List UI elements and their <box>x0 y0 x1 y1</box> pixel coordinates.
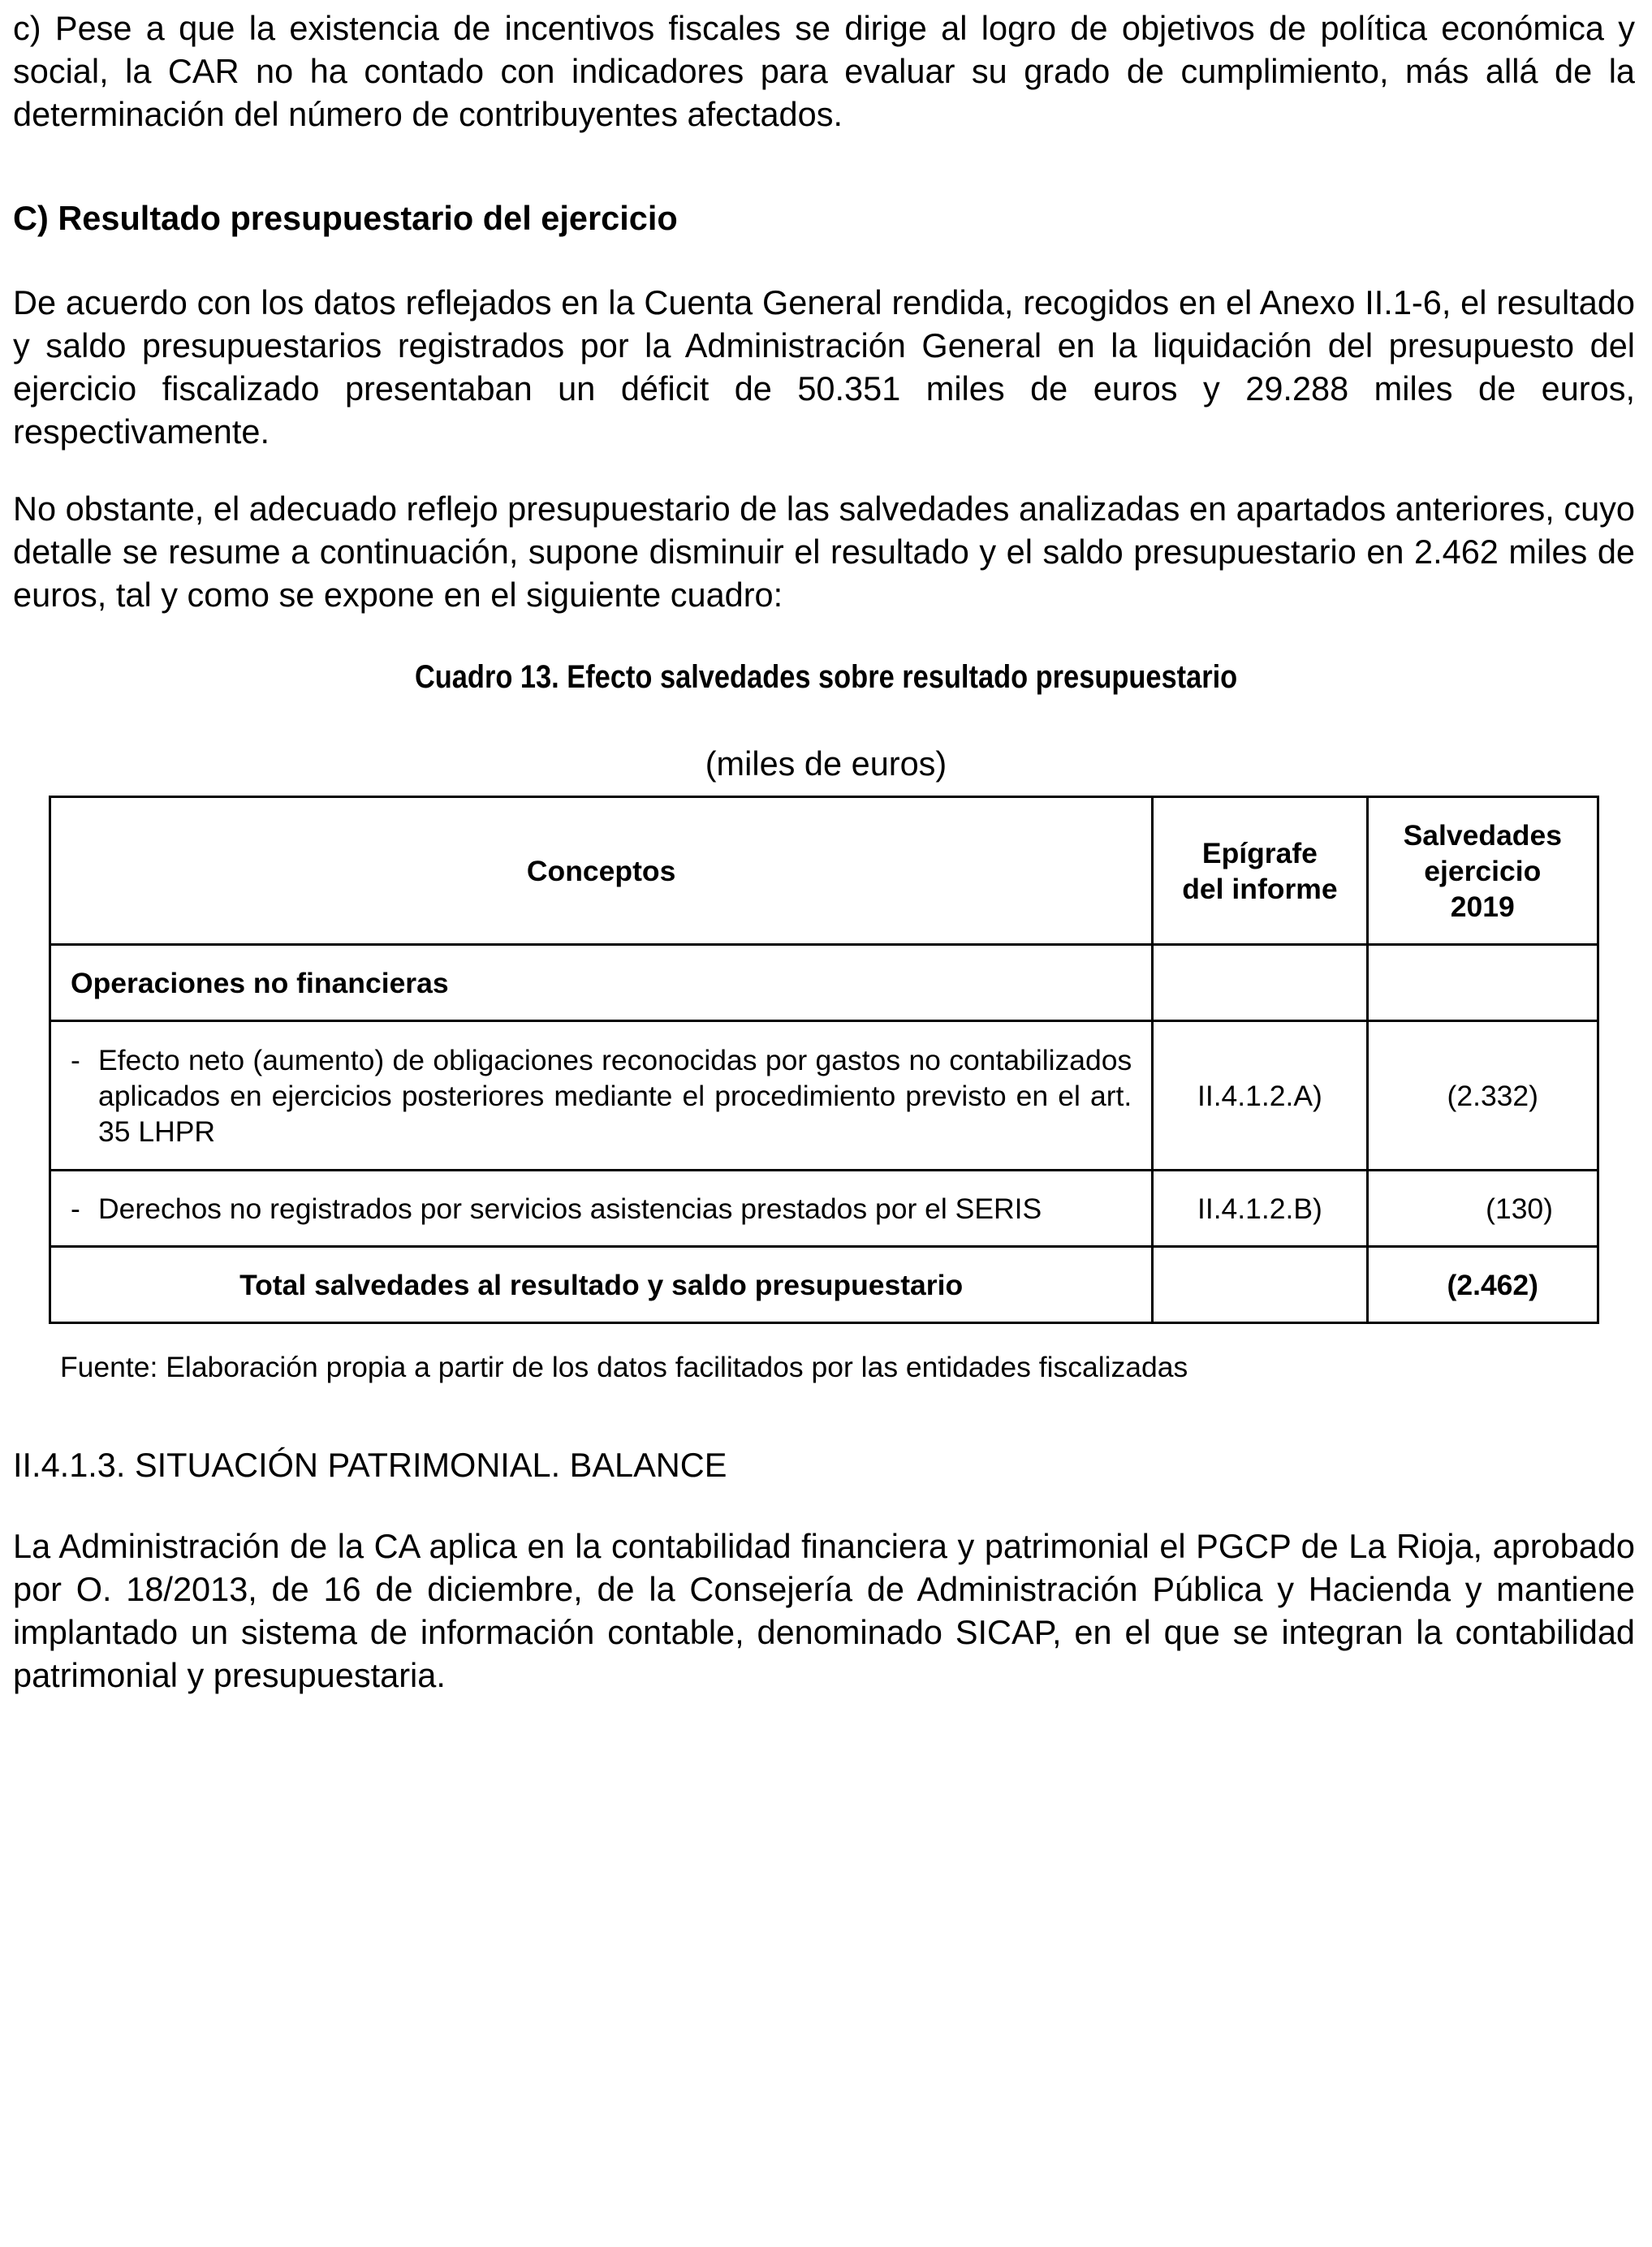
row-concepto-cell <box>50 1171 1153 1247</box>
table-total-row <box>50 1247 1598 1323</box>
paragraph-cuenta-general: De acuerdo con los datos reflejados en la Cuenta General rendida, recogidos en el Anexo II.1-6, el resultado y saldo presupuestarios registrados por la Administración General en la liquidación del presupuesto del ejercicio fiscalizado presentaban un déficit de 50.351 miles de euros y 29.288 miles de euros, respectivamente. <box>13 283 1635 451</box>
table-header-row <box>50 797 1598 945</box>
row-dash: - <box>71 1192 80 1225</box>
section-epigrafe-empty <box>1153 945 1367 1021</box>
row-concepto: Efecto neto (aumento) de obligaciones reconocidas por gastos no contabilizados aplicados en ejercicios posteriores mediante el procedimiento previsto en el art. 35 LHPR <box>98 1043 1132 1148</box>
section-heading-situacion-patrimonial: II.4.1.3. SITUACIÓN PATRIMONIAL. BALANCE <box>13 1446 727 1484</box>
header-salvedades-text: Salvedades ejercicio 2019 <box>1403 818 1562 923</box>
table-title: Cuadro 13. Efecto salvedades sobre resultado presupuestario <box>414 659 1238 695</box>
section-valor-empty <box>1367 945 1598 1021</box>
section-label: Operaciones no financieras <box>50 945 1153 1021</box>
header-epigrafe <box>1153 797 1367 945</box>
row-valor: (130) <box>1367 1171 1598 1247</box>
header-salvedades <box>1367 797 1598 945</box>
paragraph-salvedades: No obstante, el adecuado reflejo presupuestario de las salvedades analizadas en apartados anteriores, cuyo detalle se resume a continuación, supone disminuir el resultado y el saldo presupuestario en 2.462 miles de euros, tal y como se expone en el siguiente cuadro: <box>13 490 1635 614</box>
paragraph-incentivos: c) Pese a que la existencia de incentivos fiscales se dirige al logro de objetivos de política económica y social, la CAR no ha contado con indicadores para evaluar su grado de cumplimiento, más allá de la determinación del número de contribuyentes afectados. <box>13 9 1635 133</box>
row-concepto-cell <box>50 1021 1153 1171</box>
table-row <box>50 1021 1598 1171</box>
row-dash: - <box>71 1043 80 1076</box>
header-epigrafe-text: Epígrafe del informe <box>1182 836 1338 905</box>
salvedades-table <box>49 796 1599 1324</box>
row-epigrafe: II.4.1.2.B) <box>1153 1171 1367 1247</box>
header-conceptos: Conceptos <box>50 797 1153 945</box>
total-valor: (2.462) <box>1367 1247 1598 1323</box>
table-subtitle: (miles de euros) <box>705 744 947 783</box>
table-source-note: Fuente: Elaboración propia a partir de los datos facilitados por las entidades fiscalizadas <box>60 1351 1188 1383</box>
row-concepto: Derechos no registrados por servicios asistencias prestados por el SERIS <box>98 1192 1042 1225</box>
row-epigrafe: II.4.1.2.A) <box>1153 1021 1367 1171</box>
table-row <box>50 1171 1598 1247</box>
heading-resultado-presupuestario: C) Resultado presupuestario del ejercicio <box>13 199 678 237</box>
total-label: Total salvedades al resultado y saldo presupuestario <box>50 1247 1153 1323</box>
table-section-row <box>50 945 1598 1021</box>
paragraph-pgcp: La Administración de la CA aplica en la contabilidad financiera y patrimonial el PGCP de La Rioja, aprobado por O. 18/2013, de 16 de diciembre, de la Consejería de Administración Pública y Hacienda y mantiene implantado un sistema de información contable, denominado SICAP, en el que se integran la contabilidad patrimonial y presupuestaria. <box>13 1527 1635 1694</box>
total-epigrafe <box>1153 1247 1367 1323</box>
row-valor: (2.332) <box>1367 1021 1598 1171</box>
